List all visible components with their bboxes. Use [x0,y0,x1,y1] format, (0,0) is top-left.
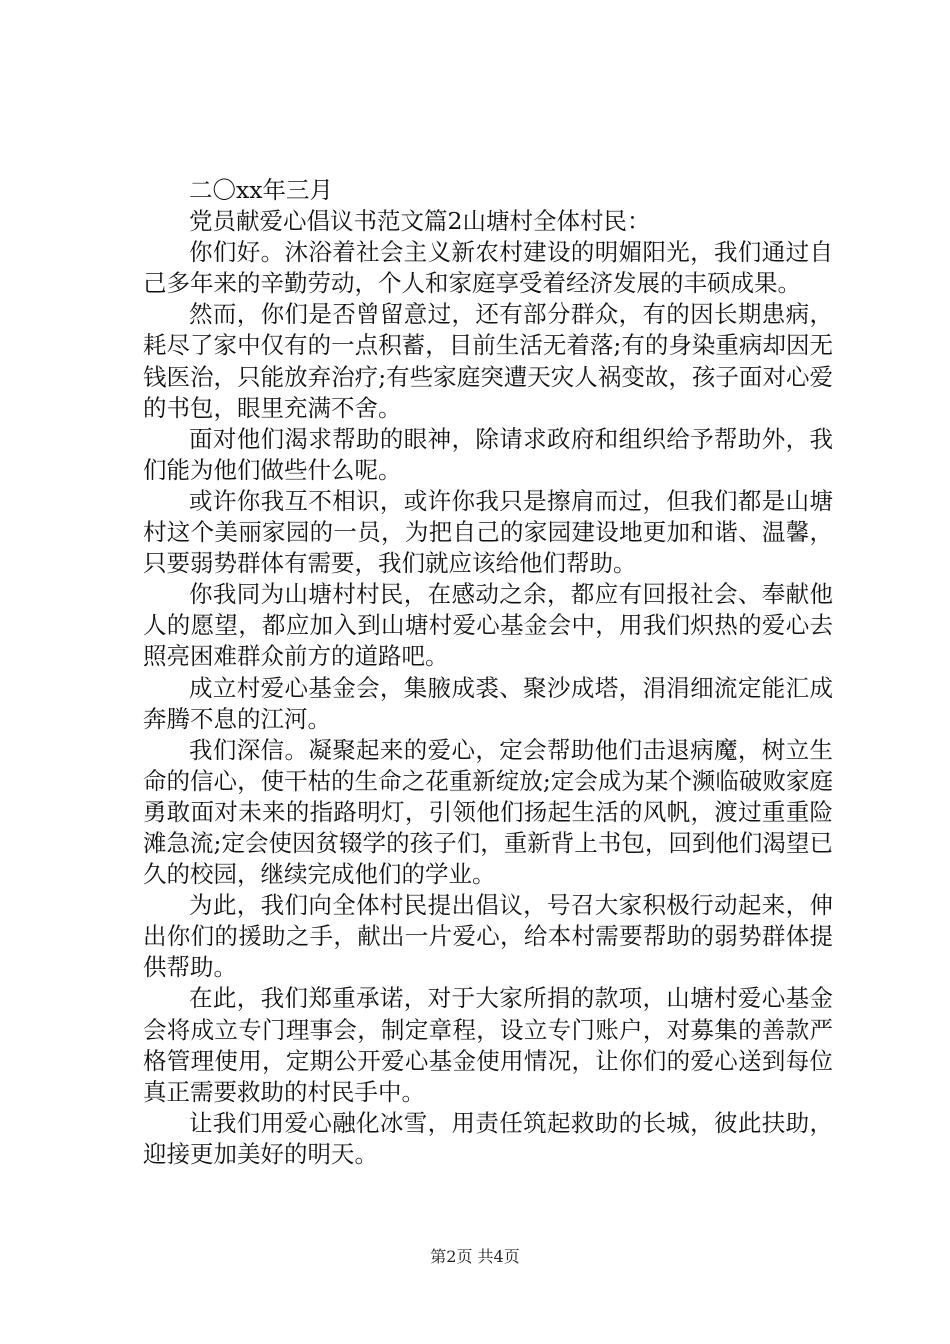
paragraph: 或许你我互不相识，或许你我只是擦肩而过，但我们都是山塘村这个美丽家园的一员，为把自己的家园建设地更加和谐、温馨，只要弱势群体有需要，我们就应该给他们帮助。 [143,486,833,578]
paragraph: 你我同为山塘村村民，在感动之余，都应有回报社会、奉献他人的愿望，都应加入到山塘村爱心基金会中，用我们炽热的爱心去照亮困难群众前方的道路吧。 [143,580,833,671]
page-number-footer: 第2页 共4页 [430,1247,520,1266]
closing-paragraph: 让我们用爱心融化冰雪，用责任筑起救助的长城，彼此扶助，迎接更加美好的明天。 [143,1108,833,1168]
document-body [143,175,833,1170]
paragraph: 你们好。沐浴着社会主义新农村建设的明媚阳光，我们通过自己多年来的辛勤劳动，个人和家庭享受着经济发展的丰硕成果。 [143,238,833,298]
paragraph: 面对他们渴求帮助的眼神，除请求政府和组织给予帮助外，我们能为他们做些什么呢。 [143,424,833,484]
paragraph: 成立村爱心基金会，集腋成裘、聚沙成塔，涓涓细流定能汇成奔腾不息的江河。 [143,673,833,733]
paragraph: 在此，我们郑重承诺，对于大家所捐的款项，山塘村爱心基金会将成立专门理事会，制定章程，设立专门账户，对募集的善款严格管理使用，定期公开爱心基金使用情况，让你们的爱心送到每位真正需要救助的村民手中。 [143,984,833,1106]
paragraph: 然而，你们是否曾留意过，还有部分群众，有的因长期患病，耗尽了家中仅有的一点积蓄，目前生活无着落;有的身染重病却因无钱医治，只能放弃治疗;有些家庭突遭天灾人祸变故，孩子面对心爱的书包，眼里充满不舍。 [143,300,833,422]
paragraph: 为此，我们向全体村民提出倡议，号召大家积极行动起来，伸出你们的援助之手，献出一片爱心，给本村需要帮助的弱势群体提供帮助。 [143,891,833,982]
paragraph: 我们深信。凝聚起来的爱心，定会帮助他们击退病魔，树立生命的信心，使干枯的生命之花重新绽放;定会成为某个濒临破败家庭勇敢面对未来的指路明灯，引领他们扬起生活的风帆，渡过重重险滩急流;定会使因贫辍学的孩子们，重新背上书包，回到他们渴望已久的校园，继续完成他们的学业。 [143,735,833,889]
date-line: 二〇xx年三月 [189,176,334,204]
heading-line: 党员献爱心倡议书范文篇2山塘村全体村民： [189,207,651,236]
